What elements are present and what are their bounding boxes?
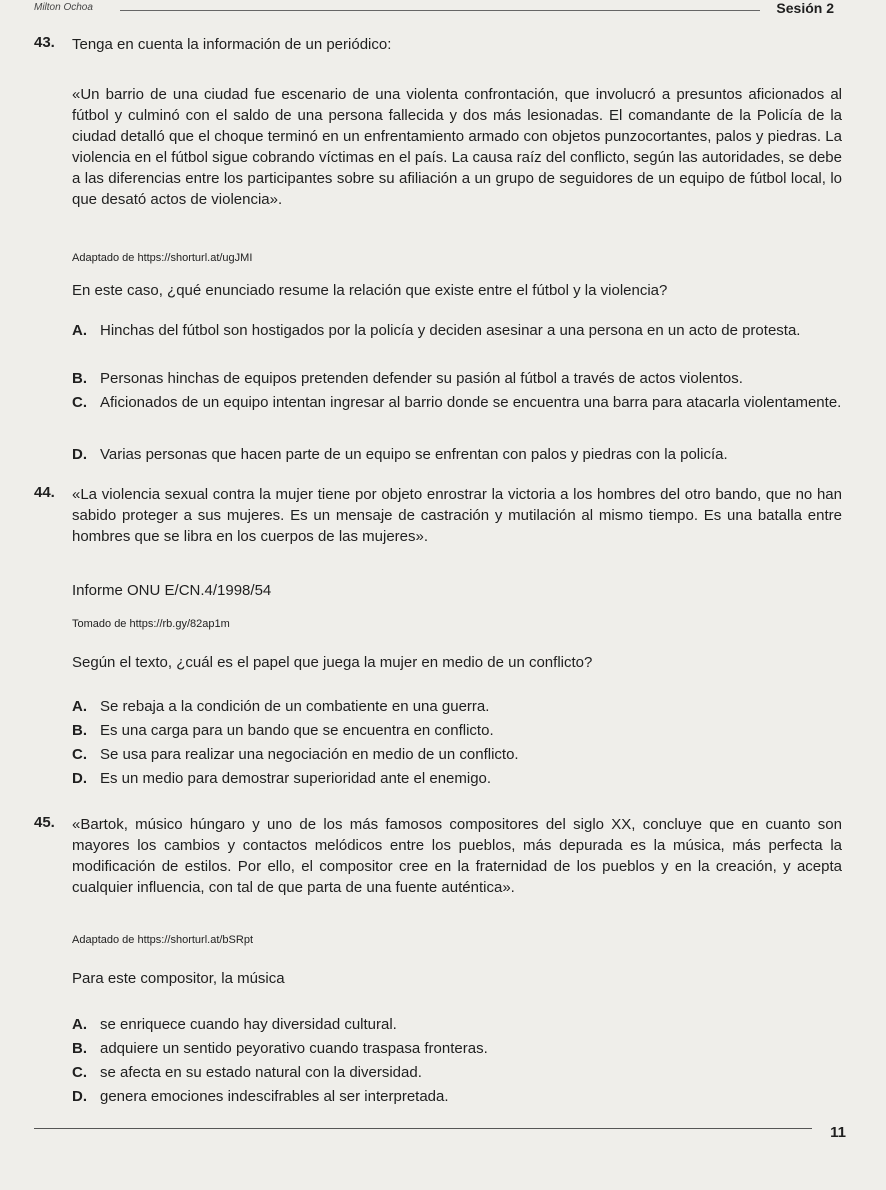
option-text: Se rebaja a la condición de un combatiente en una guerra.: [100, 698, 490, 715]
option-letter: C.: [72, 746, 87, 763]
option-text: Hinchas del fútbol son hostigados por la policía y deciden asesinar a una persona en un acto de protesta.: [100, 322, 801, 339]
footer-rule: [34, 1128, 812, 1129]
option-b[interactable]: [72, 720, 842, 741]
option-d[interactable]: [72, 768, 842, 789]
source-citation: Adaptado de https://shorturl.at/ugJMI: [72, 252, 253, 264]
un-report-quote: «La violencia sexual contra la mujer tiene por objeto enrostrar la victoria a los hombres del otro bando, que no han sabido proteger a sus mujeres. Es un mensaje de castración y mutilación al mismo tiempo. Es una batalla entre hombres que se libra en los cuerpos de las mujeres».: [72, 486, 842, 545]
option-letter: B.: [72, 722, 87, 739]
option-text: genera emociones indescifrables al ser interpretada.: [100, 1088, 449, 1105]
option-d[interactable]: [72, 444, 842, 465]
option-d[interactable]: [72, 1086, 842, 1107]
question-number: 45.: [34, 814, 55, 831]
question-number: 44.: [34, 484, 55, 501]
option-c[interactable]: [72, 392, 842, 413]
option-a[interactable]: [72, 320, 842, 341]
option-text: Es una carga para un bando que se encuentra en conflicto.: [100, 722, 494, 739]
option-text: Se usa para realizar una negociación en medio de un conflicto.: [100, 746, 519, 763]
option-letter: D.: [72, 1088, 87, 1105]
source-citation: Tomado de https://rb.gy/82ap1m: [72, 618, 230, 630]
page-number: 11: [830, 1124, 846, 1141]
option-text: Aficionados de un equipo intentan ingresar al barrio donde se encuentra una barra para atacarla violentamente.: [100, 394, 842, 411]
header-author: Milton Ochoa: [34, 2, 93, 13]
option-letter: B.: [72, 370, 87, 387]
question-number: 43.: [34, 34, 55, 51]
option-letter: C.: [72, 1064, 87, 1081]
option-letter: A.: [72, 1016, 87, 1033]
option-text: Varias personas que hacen parte de un equipo se enfrentan con palos y piedras con la policía.: [100, 446, 728, 463]
option-letter: D.: [72, 446, 87, 463]
option-b[interactable]: [72, 1038, 842, 1059]
bartok-quote: «Bartok, músico húngaro y uno de los más famosos compositores del siglo XX, concluye que en cuanto son mayores los cambios y contactos melódicos entre los pueblos, más depurada es la música, más perfecta la modificación de estilos. Por ello, el compositor cree en la fraternidad de los pueblos y en la creación, y acepta cualquier influencia, con tal de que parta de una fuente auténtica».: [72, 816, 842, 896]
option-b[interactable]: [72, 368, 842, 389]
question-intro: Tenga en cuenta la información de un periódico:: [72, 36, 392, 53]
option-c[interactable]: [72, 1062, 842, 1083]
option-text: Personas hinchas de equipos pretenden defender su pasión al fútbol a través de actos violentos.: [100, 370, 743, 387]
header-rule: [120, 10, 760, 11]
option-text: se afecta en su estado natural con la diversidad.: [100, 1064, 422, 1081]
source-citation: Adaptado de https://shorturl.at/bSRpt: [72, 934, 254, 946]
question-prompt: Para este compositor, la música: [72, 970, 285, 987]
option-a[interactable]: [72, 1014, 842, 1035]
report-reference: Informe ONU E/CN.4/1998/54: [72, 582, 272, 599]
option-text: Es un medio para demostrar superioridad ante el enemigo.: [100, 770, 492, 787]
option-text: adquiere un sentido peyorativo cuando traspasa fronteras.: [100, 1040, 488, 1057]
option-letter: D.: [72, 770, 87, 787]
option-c[interactable]: [72, 744, 842, 765]
option-letter: C.: [72, 394, 87, 411]
header-session: Sesión 2: [776, 0, 834, 16]
option-letter: A.: [72, 322, 87, 339]
question-prompt: Según el texto, ¿cuál es el papel que juega la mujer en medio de un conflicto?: [72, 654, 593, 671]
question-prompt: En este caso, ¿qué enunciado resume la relación que existe entre el fútbol y la violencia?: [72, 282, 668, 299]
news-quote: «Un barrio de una ciudad fue escenario de una violenta confrontación, que involucró a presuntos aficionados al fútbol y culminó con el saldo de una persona fallecida y dos más lesionadas. El comandante de la Policía de la ciudad detalló que el choque terminó en un enfrentamiento armado con objetos punzocortantes, palos y piedras. La violencia en el fútbol sigue cobrando víctimas en el país. La causa raíz del conflicto, según las autoridades, se debe a las diferencias entre los participantes sobre su afiliación a un grupo de seguidores de un equipo de fútbol local, lo que desató actos de violencia».: [72, 86, 842, 208]
option-letter: B.: [72, 1040, 87, 1057]
option-text: se enriquece cuando hay diversidad cultural.: [100, 1016, 397, 1033]
option-a[interactable]: [72, 696, 842, 717]
option-letter: A.: [72, 698, 87, 715]
